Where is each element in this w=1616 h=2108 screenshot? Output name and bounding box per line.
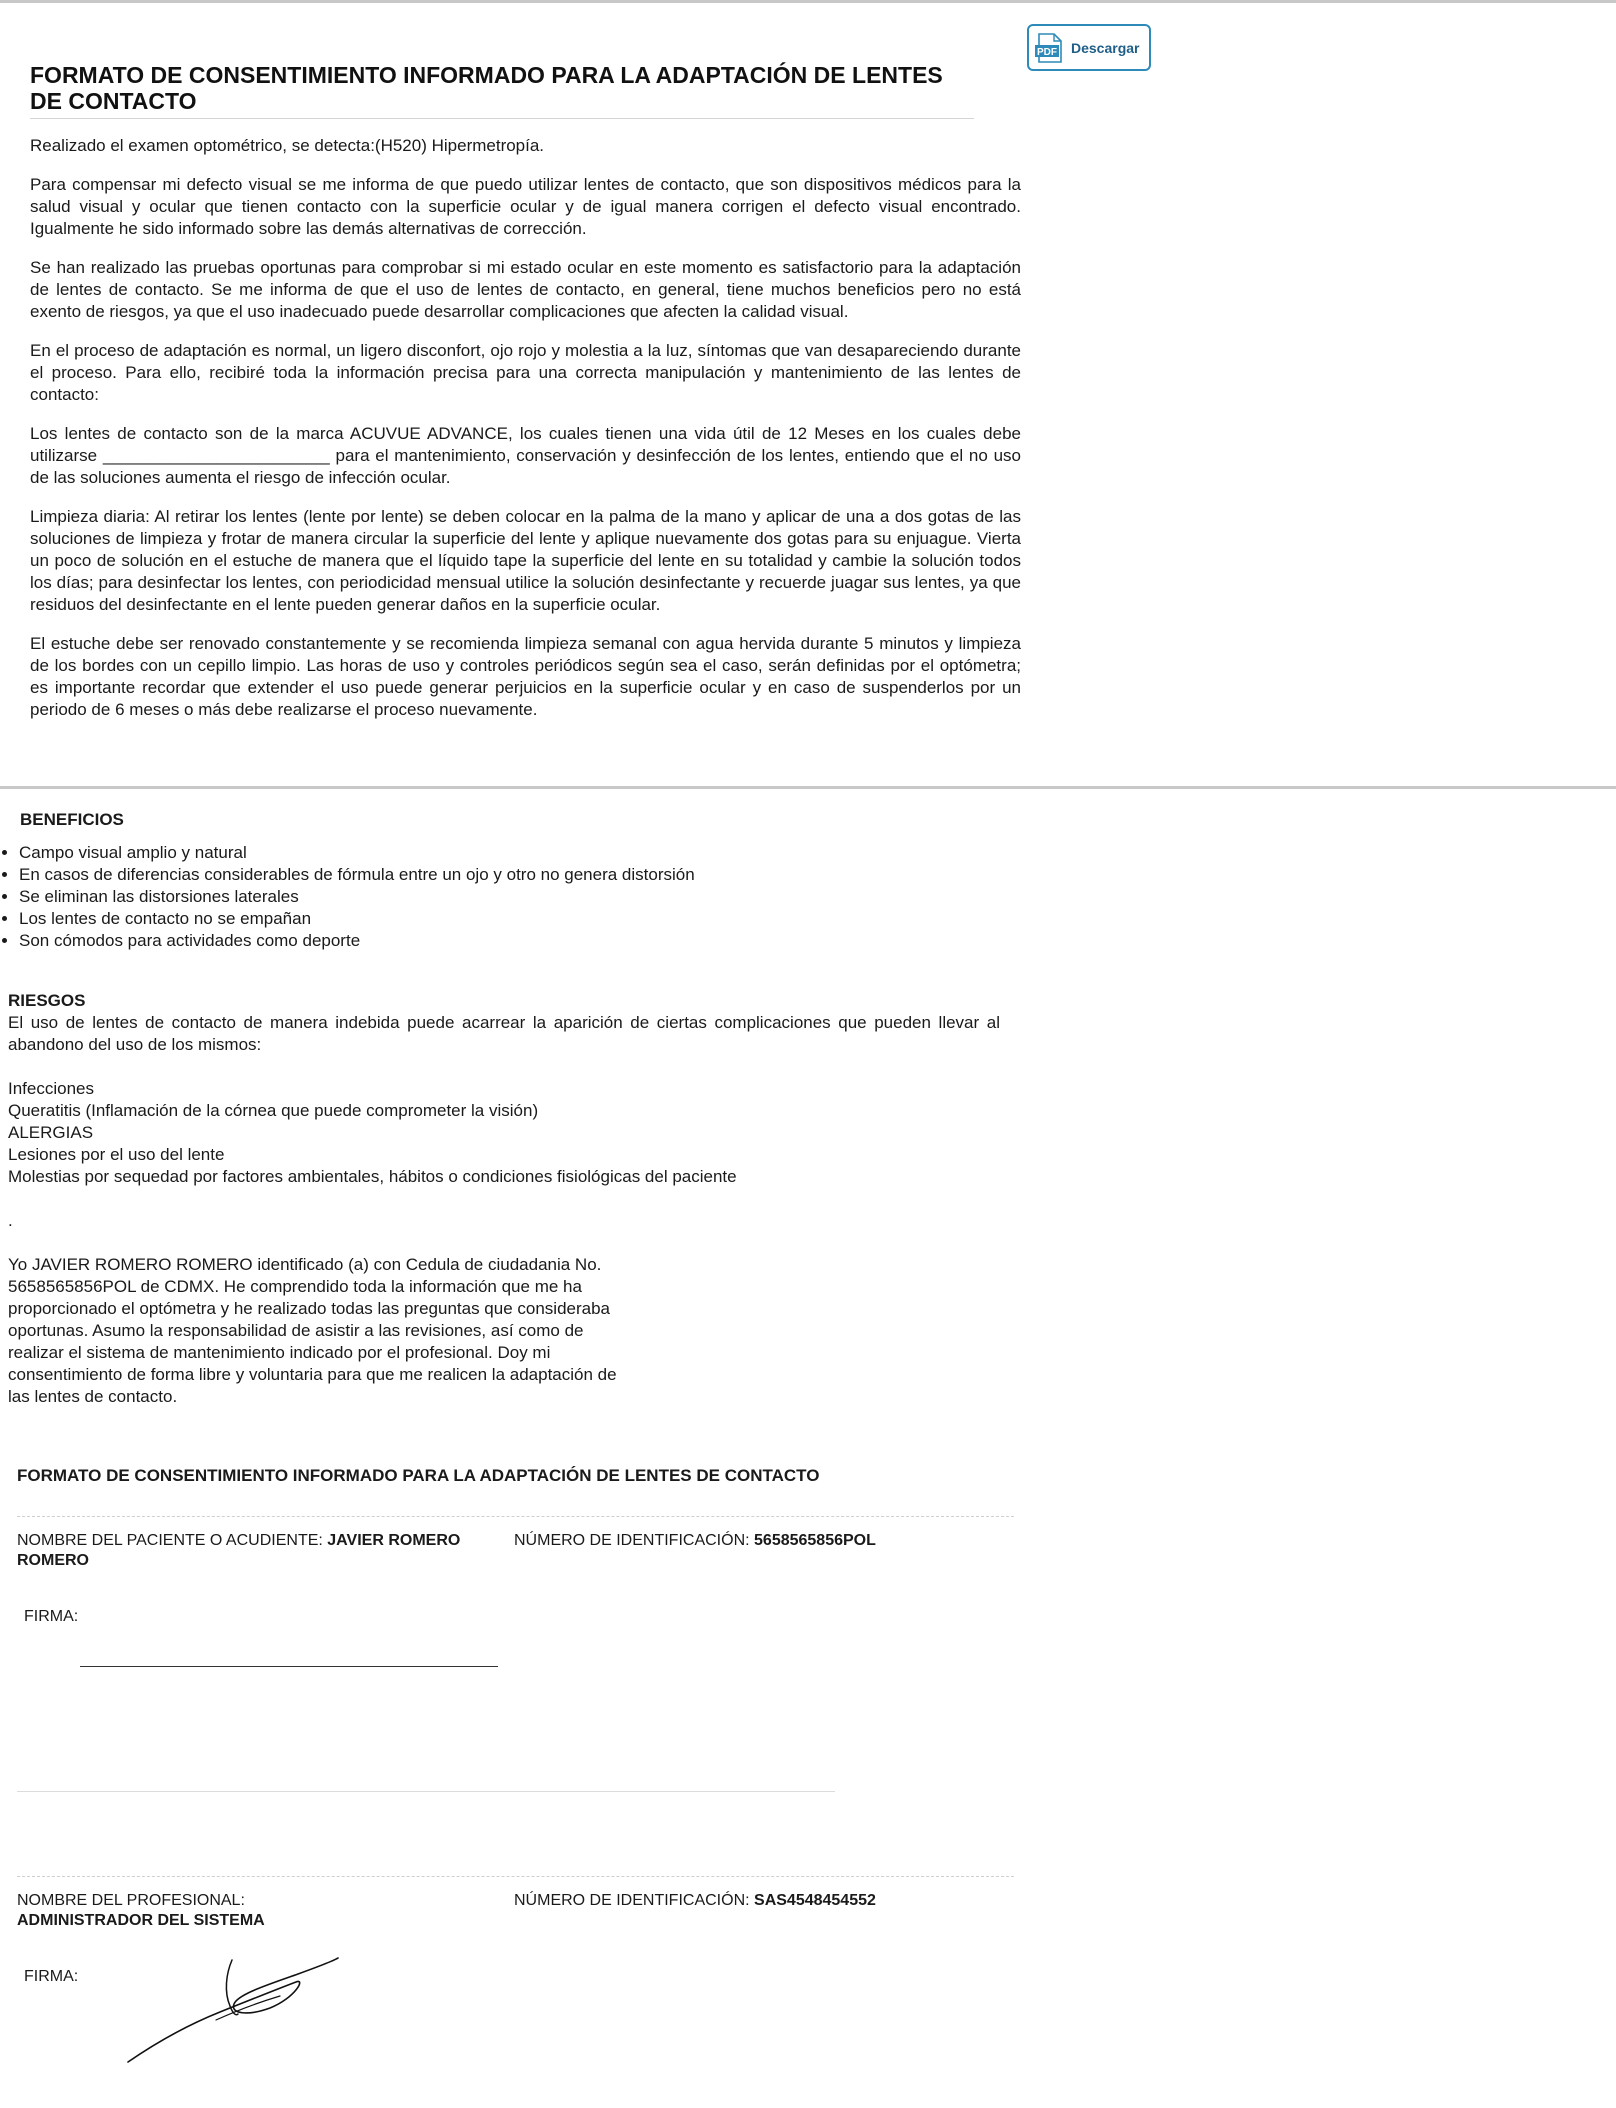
professional-name-label: NOMBRE DEL PROFESIONAL:: [17, 1892, 245, 1909]
risks-list: [8, 1078, 1000, 1188]
consent-declaration: Yo JAVIER ROMERO ROMERO identificado (a) con Cedula de ciudadania No. 5658565856POL de CDMX. He comprendido toda la información que me ha proporcionado el optómetra y he realizado todas las preguntas que consideraba oportunas. Asumo la responsabilidad de asistir a las revisiones, así como de realizar el sistema de mantenimiento indicado por el profesional. Doy mi consentimiento de forma libre y voluntaria para que me realicen la adaptación de las lentes de contacto.: [8, 1255, 617, 1406]
professional-signature: [120, 1940, 350, 2070]
section-divider: [0, 786, 1616, 789]
benefits-list: [0, 842, 695, 952]
adaptation-paragraph: En el proceso de adaptación es normal, un ligero disconfort, ojo rojo y molestia a la luz, síntomas que van desapareciendo durante el proceso. Para ello, recibiré toda la información precisa para una correcta manipulación y mantenimiento de las lentes de contacto:: [30, 341, 1021, 404]
download-label: Descargar: [1071, 39, 1140, 56]
professional-id-value: SAS4548454552: [754, 1892, 876, 1909]
form-title: FORMATO DE CONSENTIMIENTO INFORMADO PARA LA ADAPTACIÓN DE LENTES DE CONTACTO: [17, 1466, 820, 1485]
professional-name-value: ADMINISTRADOR DEL SISTEMA: [17, 1912, 265, 1929]
list-item: • Campo visual amplio y natural: [19, 842, 695, 864]
patient-id-label: NÚMERO DE IDENTIFICACIÓN:: [514, 1532, 750, 1549]
patient-signature-line: [80, 1666, 498, 1667]
separator-dot: .: [8, 1211, 13, 1230]
dashed-divider: [17, 1516, 1014, 1517]
benefits-title: BENEFICIOS: [20, 810, 124, 829]
list-item: • Los lentes de contacto no se empañan: [19, 908, 695, 930]
list-item: Queratitis (Inflamación de la córnea que puede comprometer la visión): [8, 1101, 539, 1120]
pdf-icon: [1035, 33, 1063, 63]
professional-id: [514, 1891, 876, 1911]
case-paragraph: El estuche debe ser renovado constantemente y se recomienda limpieza semanal con agua hervida durante 5 minutos y limpieza de los bordes con un cepillo limpio. Las horas de uso y controles periódicos según sea el caso, serán definidas por el optómetra; es importante recordar que extender el uso puede generar perjuicios en la superficie ocular y en caso de suspenderlos por un periodo de 6 meses o más debe realizarse el proceso nuevamente.: [30, 634, 1021, 719]
compensation-paragraph: Para compensar mi defecto visual se me informa de que puedo utilizar lentes de contacto, que son dispositivos médicos para la salud visual y ocular que tienen contacto con la superficie ocular y de igual manera corrigen el defecto visual encontrado. Igualmente he sido informado sobre las demás alternativas de corrección.: [30, 175, 1021, 238]
svg-text:PDF: PDF: [1037, 46, 1057, 58]
risks-section: [8, 990, 1000, 1408]
list-item: Infecciones: [8, 1079, 94, 1098]
list-item: ALERGIAS: [8, 1123, 94, 1142]
dashed-divider: [17, 1876, 1014, 1877]
patient-id: [514, 1531, 876, 1551]
risks-title: RIESGOS: [8, 991, 86, 1010]
patient-signature-label: FIRMA:: [24, 1608, 79, 1625]
document-title: FORMATO DE CONSENTIMIENTO INFORMADO PARA LA ADAPTACIÓN DE LENTES DE CONTACTO: [30, 62, 974, 119]
tests-paragraph: Se han realizado las pruebas oportunas para comprobar si mi estado ocular en este momento es satisfactorio para la adaptación de lentes de contacto. Se me informa de que el uso de lentes de contacto, en general, tiene muchos beneficios pero no está exento de riesgos, ya que el uso inadecuado puede desarrollar complicaciones que afecten la calidad visual.: [30, 258, 1021, 321]
patient-name-value: JAVIER ROMERO ROMERO: [17, 1532, 461, 1569]
list-item: Lesiones por el uso del lente: [8, 1145, 225, 1164]
list-item: Molestias por sequedad por factores ambientales, hábitos o condiciones fisiológicas del paciente: [8, 1167, 737, 1186]
cleaning-paragraph: Limpieza diaria: Al retirar los lentes (lente por lente) se deben colocar en la palma de la mano y aplicar de una a dos gotas de las soluciones de limpieza y frotar de manera circular la superficie del lente y aplique nuevamente dos gotas para su enjuague. Vierta un poco de solución en el estuche de manera que el líquido tape la superficie del lente en su totalidad y cambie la solución todos los días; para desinfectar los lentes, con periodicidad mensual utilice la solución desinfectante y recuerde juagar sus lentes, ya que residuos del desinfectante en el lente pueden generar daños en la superficie ocular.: [30, 507, 1021, 614]
top-divider: [0, 0, 1616, 3]
brand-paragraph: Los lentes de contacto son de la marca ACUVUE ADVANCE, los cuales tienen una vida útil de 12 Meses en los cuales debe utilizarse ________________________ para el mantenimiento, conservación y desinfección de los lentes, entiendo que el no uso de las soluciones aumenta el riesgo de infección ocular.: [30, 424, 1021, 487]
professional-name: [17, 1891, 497, 1931]
risks-intro: El uso de lentes de contacto de manera indebida puede acarrear la aparición de ciertas complicaciones que pueden llevar al abandono del uso de los mismos:: [8, 1013, 1000, 1054]
patient-name-label: NOMBRE DEL PACIENTE O ACUDIENTE:: [17, 1532, 323, 1549]
consent-intro-section: [30, 62, 1021, 738]
diagnosis-paragraph: Realizado el examen optométrico, se detecta:(H520) Hipermetropía.: [30, 136, 545, 155]
divider: [17, 1791, 835, 1792]
list-item: • En casos de diferencias considerables de fórmula entre un ojo y otro no genera distorsión: [19, 864, 695, 886]
patient-name: [17, 1531, 497, 1571]
professional-signature-label: FIRMA:: [24, 1968, 79, 1985]
list-item: • Son cómodos para actividades como deporte: [19, 930, 695, 952]
patient-id-value: 5658565856POL: [754, 1532, 876, 1549]
professional-id-label: NÚMERO DE IDENTIFICACIÓN:: [514, 1892, 750, 1909]
download-pdf-button[interactable]: [1027, 24, 1151, 71]
list-item: • Se eliminan las distorsiones laterales: [19, 886, 695, 908]
